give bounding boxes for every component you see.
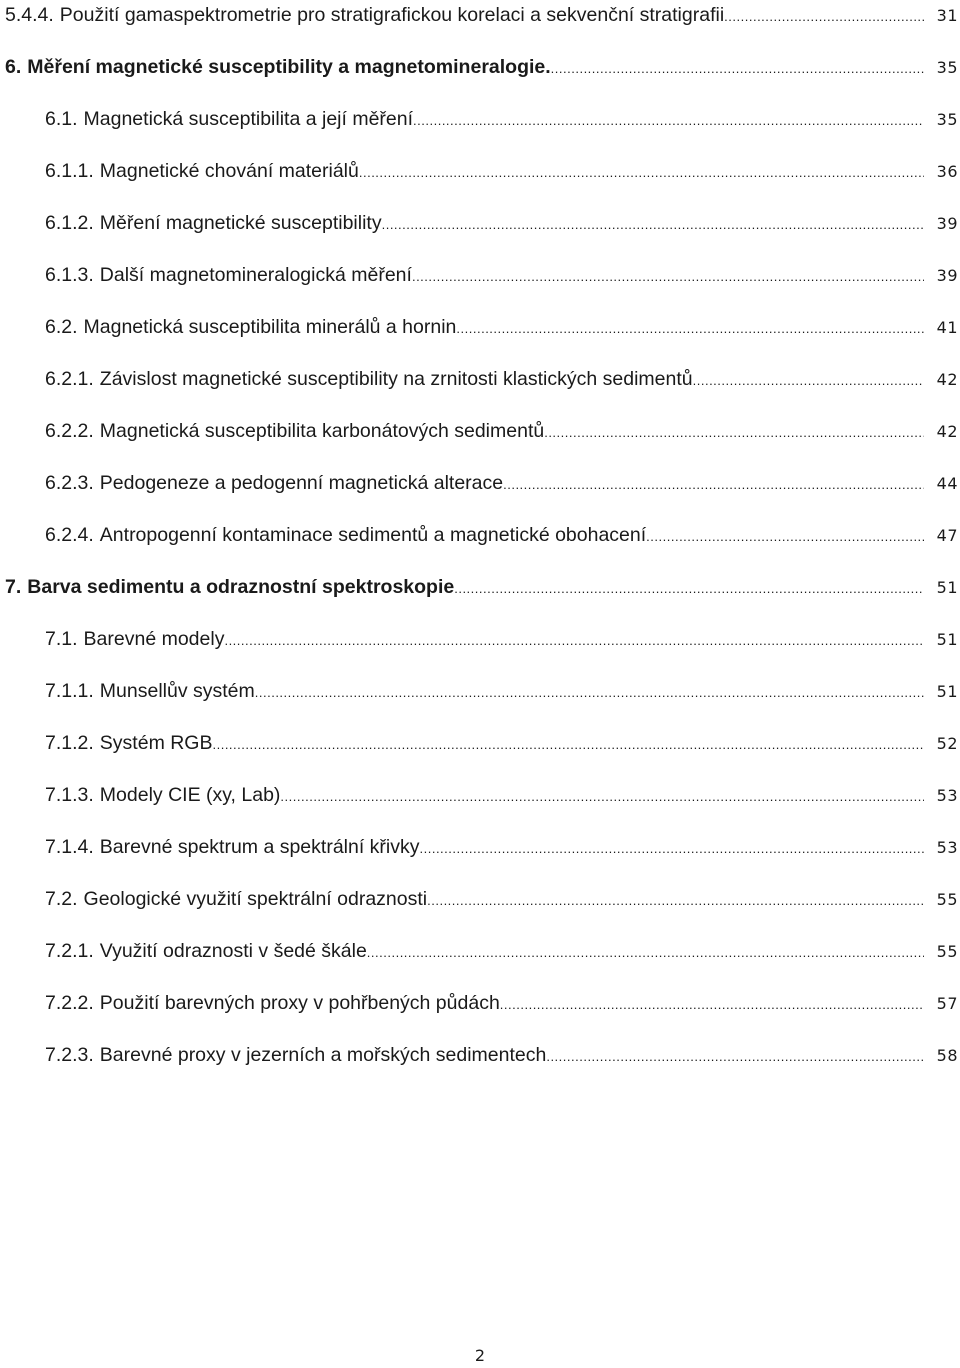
toc-entry-page: 42: [936, 370, 958, 389]
toc-entry[interactable]: [0, 416, 960, 446]
toc-entry-page: 47: [936, 526, 958, 545]
toc-entry[interactable]: [0, 208, 960, 238]
toc-entry-title: Měření magnetické susceptibility a magnetomineralogie.: [27, 56, 551, 78]
toc-entry-number: 7.2.: [45, 888, 78, 910]
toc-entry-page: 42: [936, 422, 958, 441]
toc-entry[interactable]: [0, 884, 960, 914]
toc-entry-number: 6.2.1.: [45, 368, 94, 390]
toc-dot-leader: [427, 884, 924, 916]
toc-entry-page: 41: [936, 318, 958, 337]
toc-entry-number: 7.: [5, 576, 22, 598]
toc-dot-leader: [280, 780, 924, 812]
toc-entry-page: 52: [936, 734, 958, 753]
toc-entry-page: 58: [936, 1046, 958, 1065]
toc-entry-title: Použití gamaspektrometrie pro stratigrafickou korelaci a sekvenční stratigrafii: [59, 4, 725, 26]
toc-entry[interactable]: [0, 676, 960, 706]
toc-entry-number: 7.1.4.: [45, 836, 94, 858]
toc-dot-leader: [224, 624, 924, 656]
toc-dot-leader: [724, 0, 924, 32]
toc-dot-leader: [413, 104, 924, 136]
toc-entry[interactable]: [0, 624, 960, 654]
toc-entry-number: 7.1.: [45, 628, 78, 650]
toc-entry-title: Antropogenní kontaminace sedimentů a magnetické obohacení: [99, 524, 647, 546]
toc-dot-leader: [646, 520, 924, 552]
toc-entry-number: 6.1.2.: [45, 212, 94, 234]
toc-entry-title: Měření magnetické susceptibility: [99, 212, 382, 234]
toc-entry-number: 7.2.3.: [45, 1044, 94, 1066]
toc-entry-number: 6.2.: [45, 316, 78, 338]
toc-dot-leader: [412, 260, 924, 292]
toc-entry-number: 7.1.1.: [45, 680, 94, 702]
toc-entry-number: 6.2.2.: [45, 420, 94, 442]
toc-entry[interactable]: [0, 468, 960, 498]
toc-entry[interactable]: [0, 260, 960, 290]
toc-entry-page: 55: [936, 942, 958, 961]
toc-entry[interactable]: [0, 104, 960, 134]
toc-entry[interactable]: [0, 1040, 960, 1070]
toc-entry-page: 36: [936, 162, 958, 181]
toc-entry[interactable]: [0, 988, 960, 1018]
toc-entry-number: 7.2.1.: [45, 940, 94, 962]
toc-dot-leader: [367, 936, 924, 968]
toc-entry[interactable]: [0, 572, 960, 602]
toc-entry[interactable]: [0, 780, 960, 810]
toc-entry[interactable]: [0, 728, 960, 758]
toc-entry-number: 7.1.3.: [45, 784, 94, 806]
toc-entry-page: 53: [936, 838, 958, 857]
toc-entry-title: Systém RGB: [99, 732, 213, 754]
toc-entry[interactable]: [0, 156, 960, 186]
toc-entry-title: Barevné modely: [83, 628, 225, 650]
toc-entry-page: 57: [936, 994, 958, 1013]
toc-entry-number: 7.2.2.: [45, 992, 94, 1014]
toc-entry-title: Barevné proxy v jezerních a mořských sedimentech: [99, 1044, 547, 1066]
toc-entry[interactable]: [0, 52, 960, 82]
toc-entry-page: 53: [936, 786, 958, 805]
toc-dot-leader: [382, 208, 924, 240]
toc-entry[interactable]: [0, 936, 960, 966]
toc-dot-leader: [500, 988, 924, 1020]
toc-entry-number: 6.2.3.: [45, 472, 94, 494]
toc-entry-number: 6.1.1.: [45, 160, 94, 182]
toc-dot-leader: [420, 832, 925, 864]
toc-entry[interactable]: [0, 0, 960, 30]
toc-entry-title: Závislost magnetické susceptibility na zrnitosti klastických sedimentů: [99, 368, 693, 390]
toc-entry-title: Magnetická susceptibilita a její měření: [83, 108, 414, 130]
toc-entry-page: 35: [936, 110, 958, 129]
toc-entry-page: 39: [936, 214, 958, 233]
toc-entry-title: Využití odraznosti v šedé škále: [99, 940, 367, 962]
toc-entry[interactable]: [0, 312, 960, 342]
toc-entry-title: Barevné spektrum a spektrální křivky: [99, 836, 420, 858]
toc-dot-leader: [456, 312, 924, 344]
toc-dot-leader: [212, 728, 924, 760]
toc-dot-leader: [454, 572, 924, 604]
toc-entry-page: 44: [936, 474, 958, 493]
toc-entry-page: 31: [936, 6, 958, 25]
toc-entry-title: Modely CIE (xy, Lab): [99, 784, 281, 806]
toc-entry[interactable]: [0, 364, 960, 394]
toc-entry-page: 39: [936, 266, 958, 285]
toc-entry-title: Barva sedimentu a odraznostní spektroskopie: [27, 576, 455, 598]
toc-dot-leader: [693, 364, 924, 396]
toc-entry-number: 6.2.4.: [45, 524, 94, 546]
page-number: 2: [474, 1346, 486, 1365]
toc-entry-number: 6.1.: [45, 108, 78, 130]
toc-entry-title: Magnetická susceptibilita minerálů a hornin: [83, 316, 457, 338]
toc-dot-leader: [551, 52, 924, 84]
toc-entry-page: 51: [936, 578, 958, 597]
toc-dot-leader: [544, 416, 924, 448]
toc-entry-number: 5.4.4.: [5, 4, 54, 26]
toc-entry-title: Magnetické chování materiálů: [99, 160, 359, 182]
toc-entry-page: 35: [936, 58, 958, 77]
toc-entry-number: 6.: [5, 56, 22, 78]
toc-entry-title: Munsellův systém: [99, 680, 255, 702]
toc-entry-page: 51: [936, 630, 958, 649]
toc-dot-leader: [359, 156, 924, 188]
toc-entry-page: 51: [936, 682, 958, 701]
toc-dot-leader: [503, 468, 924, 500]
toc-dot-leader: [546, 1040, 924, 1072]
toc-entry-title: Pedogeneze a pedogenní magnetická alterace: [99, 472, 504, 494]
toc-entry-page: 55: [936, 890, 958, 909]
toc-entry-number: 6.1.3.: [45, 264, 94, 286]
toc-entry[interactable]: [0, 520, 960, 550]
toc-entry-title: Další magnetomineralogická měření: [99, 264, 412, 286]
toc-entry-number: 7.1.2.: [45, 732, 94, 754]
toc-dot-leader: [255, 676, 924, 708]
toc-entry-title: Použití barevných proxy v pohřbených půdách: [99, 992, 500, 1014]
toc-entry-title: Geologické využití spektrální odraznosti: [83, 888, 428, 910]
toc-entry-title: Magnetická susceptibilita karbonátových sedimentů: [99, 420, 545, 442]
toc-entry[interactable]: [0, 832, 960, 862]
